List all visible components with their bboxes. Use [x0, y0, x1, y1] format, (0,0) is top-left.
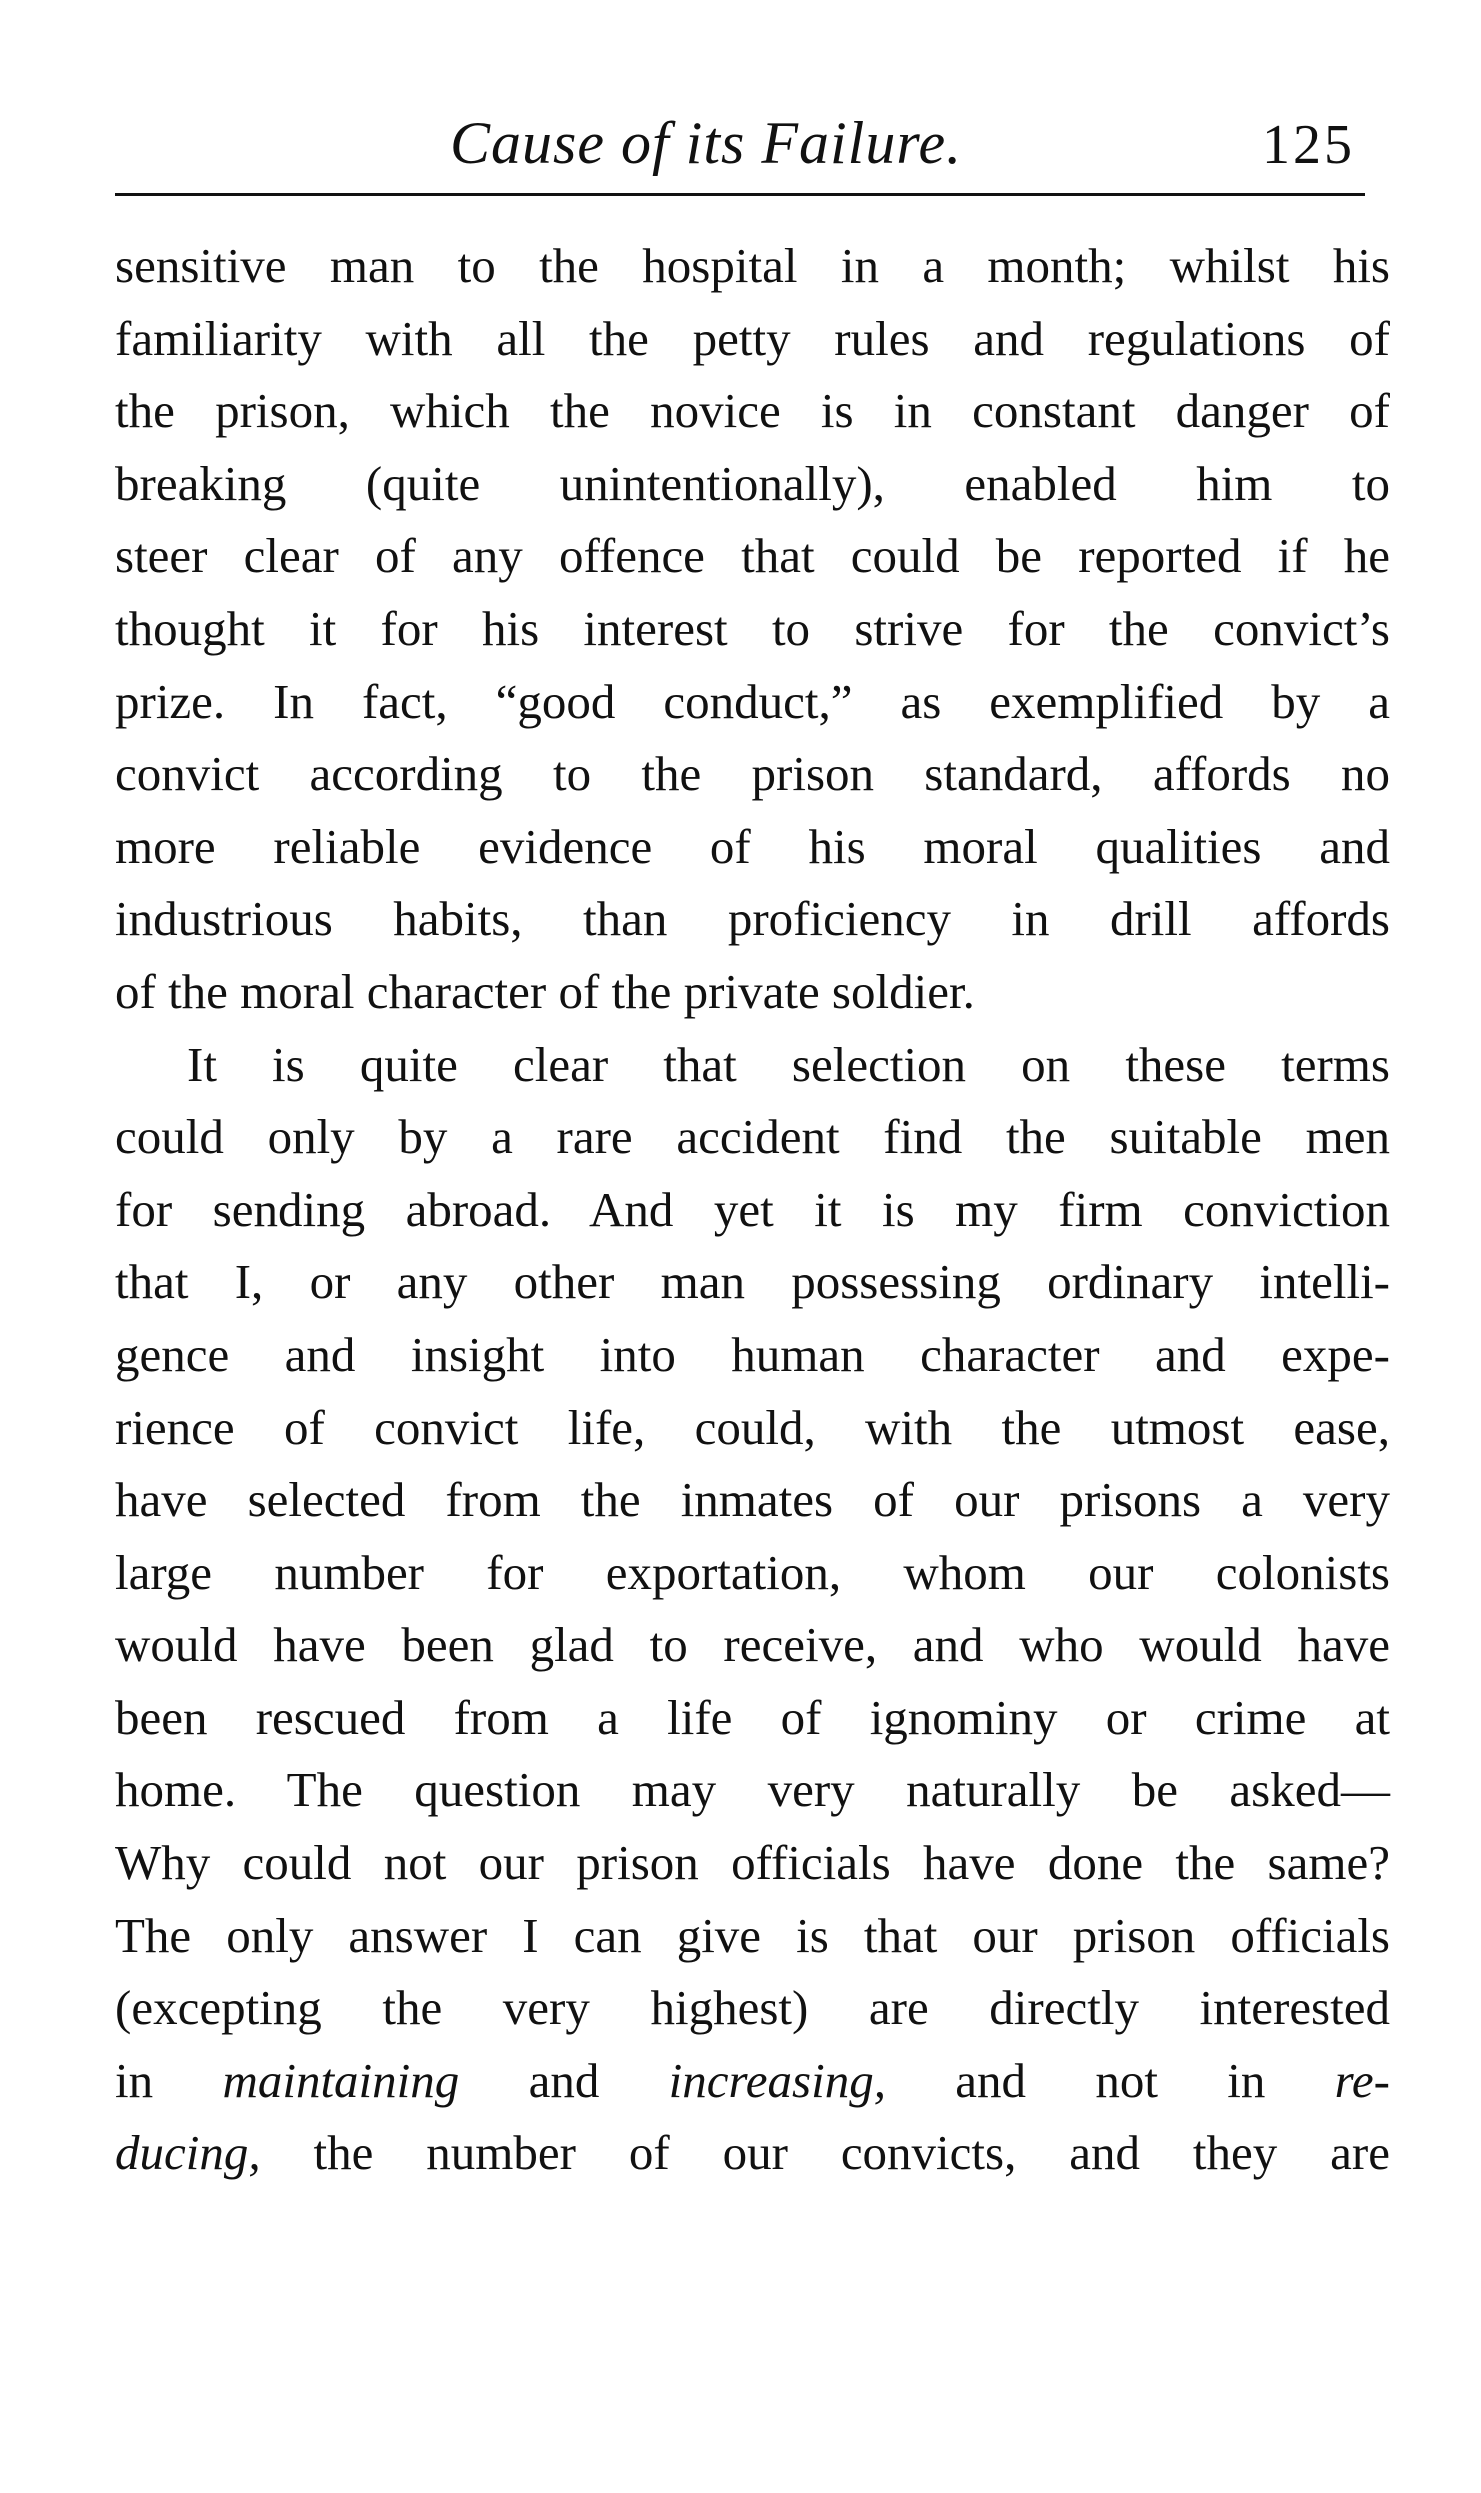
- text-line: more reliable evidence of his moral qualities and: [115, 818, 1390, 874]
- text-line: industrious habits, than proficiency in drill affords: [115, 891, 1390, 947]
- text-line: breaking (quite unintentionally), enabled him to: [115, 455, 1390, 511]
- text-line: the prison, which the novice is in constant danger of: [115, 383, 1390, 439]
- text-line: gence and insight into human character and expe-: [115, 1326, 1390, 1382]
- text-line: home. The question may very naturally be asked—: [115, 1762, 1390, 1818]
- text-line: It is quite clear that selection on these terms: [187, 1036, 1390, 1092]
- running-title: Cause of its Failure.: [450, 110, 963, 176]
- text-line: been rescued from a life of ignominy or crime at: [115, 1689, 1390, 1745]
- text-line: sensitive man to the hospital in a month; whilst his: [115, 238, 1390, 293]
- text-run: and not in: [885, 2052, 1335, 2108]
- italic-run: ducing,: [115, 2125, 261, 2181]
- text-line: steer clear of any offence that could be reported if he: [115, 528, 1390, 584]
- text-line: convict according to the prison standard, affords no: [115, 746, 1390, 802]
- text-line: that I, or any other man possessing ordinary intelli-: [115, 1254, 1390, 1310]
- text-line: familiarity with all the petty rules and regulations of: [115, 310, 1390, 366]
- text-line: for sending abroad. And yet it is my firm conviction: [115, 1181, 1390, 1237]
- italic-run: maintaining: [222, 2052, 460, 2108]
- text-line: rience of convict life, could, with the utmost ease,: [115, 1399, 1390, 1455]
- running-header: [115, 108, 1365, 178]
- text-line: The only answer I can give is that our prison officials: [115, 1907, 1390, 1963]
- text-run: in: [115, 2052, 223, 2108]
- text-run: and: [459, 2052, 669, 2108]
- text-line: Why could not our prison officials have done the same?: [115, 1835, 1390, 1891]
- page-body: [115, 230, 1390, 2190]
- text-line: thought it for his interest to strive for the convict’s: [115, 600, 1390, 656]
- text-line: of the moral character of the private soldier.: [115, 963, 975, 1019]
- text-line-mixed: [115, 2045, 1390, 2118]
- text-line-mixed: [115, 2117, 1390, 2190]
- text-line: (excepting the very highest) are directly interested: [115, 1980, 1390, 2036]
- text-run: the number of our convicts, and they are: [260, 2125, 1390, 2181]
- text-line: large number for exportation, whom our colonists: [115, 1544, 1390, 1600]
- page-number: 125: [1262, 114, 1355, 176]
- paragraph-2: [115, 1029, 1390, 2191]
- text-line: prize. In fact, “good conduct,” as exemplified by a: [115, 673, 1390, 729]
- italic-run: re-: [1334, 2052, 1390, 2108]
- text-line: would have been glad to receive, and who would have: [115, 1617, 1390, 1673]
- text-line: have selected from the inmates of our prisons a very: [115, 1472, 1390, 1528]
- italic-run: increasing,: [668, 2052, 886, 2108]
- header-rule: [115, 193, 1365, 196]
- text-line: could only by a rare accident find the suitable men: [115, 1109, 1390, 1165]
- paragraph-1: [115, 230, 1390, 1029]
